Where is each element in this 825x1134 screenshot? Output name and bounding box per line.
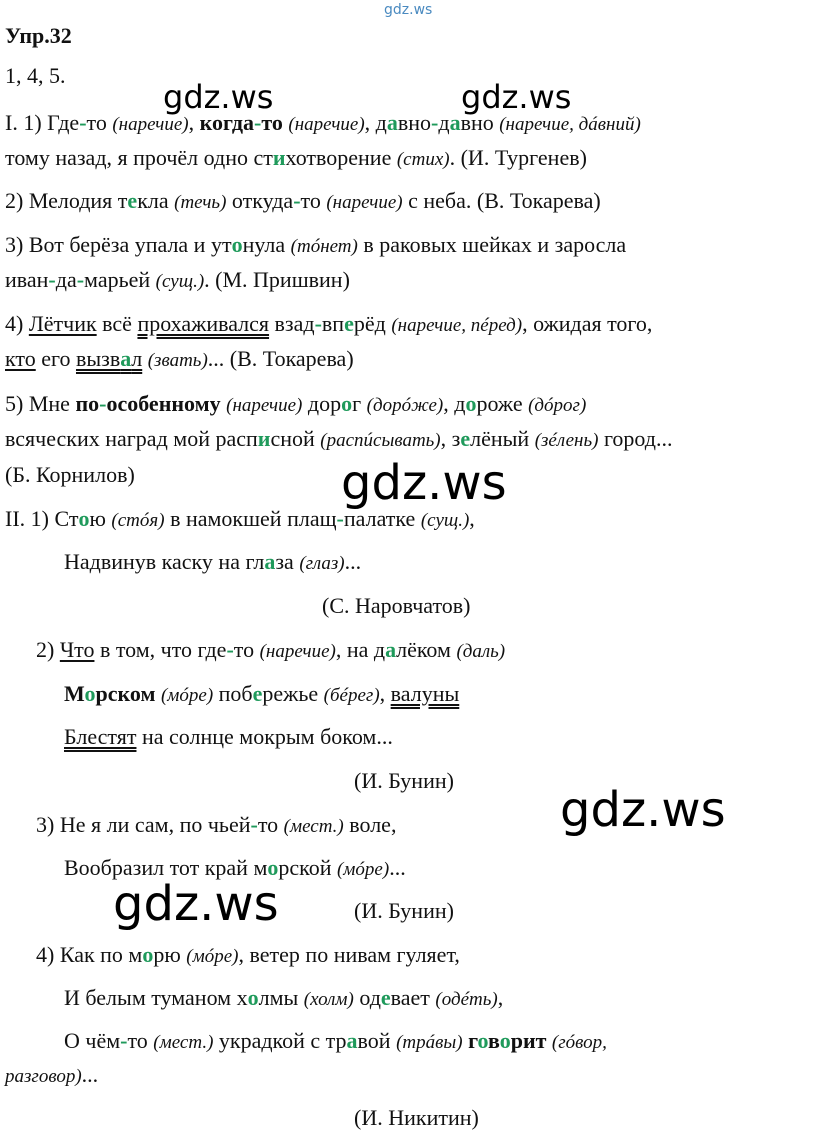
text-line: 2) Мелодия текла (течь) откуда-то (наречие) с неба. (В. Токарева) — [5, 188, 601, 213]
verse-line: Надвинув каску на глаза (глаз)... — [64, 549, 362, 574]
exercise-title: Упр.32 — [5, 23, 72, 48]
text-line: всяческих наград мой расписной (распúсывать), зелёный (зéлень) город... — [5, 426, 673, 451]
watermark: gdz.ws — [461, 78, 572, 116]
watermark: gdz.ws — [341, 455, 507, 511]
text-line: (Б. Корнилов) — [5, 462, 135, 487]
watermark: gdz.ws — [113, 876, 279, 932]
watermark: gdz.ws — [163, 78, 274, 116]
watermark: gdz.ws — [560, 782, 726, 838]
author: (И. Бунин) — [354, 768, 454, 793]
verse-line: Блестят на солнце мокрым боком... — [64, 724, 393, 749]
verse-line: 4) Как по морю (мóре), ветер по нивам гуляет, — [36, 942, 460, 967]
text-line: кто его вызвал (звать)... (В. Токарева) — [5, 346, 354, 371]
text-line: I. 1) Где-то (наречие), когда-то (наречие), давно-давно (наречие, дáвний) — [5, 110, 641, 135]
verse-line: 2) Что в том, что где-то (наречие), на далёком (даль) — [36, 637, 506, 662]
verse-line: Морском (мóре) побережье (бéрег), валуны — [64, 681, 460, 706]
verse-line: 3) Не я ли сам, по чьей-то (мест.) воле, — [36, 812, 397, 837]
text-line: тому назад, я прочёл одно стихотворение (стих). (И. Тургенев) — [5, 145, 587, 170]
verse-line: Вообразил тот край морской (мóре)... — [64, 855, 406, 880]
answer-numbers: 1, 4, 5. — [5, 63, 66, 88]
author: (И. Бунин) — [354, 898, 454, 923]
author: (И. Никитин) — [354, 1105, 479, 1130]
text-line: 5) Мне по-особенному (наречие) дорог (дорóже), дороже (дóрог) — [5, 391, 587, 416]
verse-line: О чём-то (мест.) украдкой с травой (трáвы) говорит (гóвор, — [64, 1028, 607, 1053]
text-line: 4) Лётчик всё прохаживался взад-вперёд (наречие, пéред), ожидая того, — [5, 311, 653, 336]
verse-line: И белым туманом холмы (холм) одевает (одéть), — [64, 985, 504, 1010]
text-line: 3) Вот берёза упала и утонула (тóнет) в раковых шейках и заросла — [5, 232, 627, 257]
text-line: иван-да-марьей (сущ.). (М. Пришвин) — [5, 267, 350, 292]
verse-line: II. 1) Стою (стóя) в намокшей плащ-палатке (сущ.), — [5, 506, 475, 531]
watermark-top: gdz.ws — [384, 2, 433, 18]
verse-line: разговор)... — [5, 1062, 99, 1087]
author: (С. Наровчатов) — [322, 593, 471, 618]
